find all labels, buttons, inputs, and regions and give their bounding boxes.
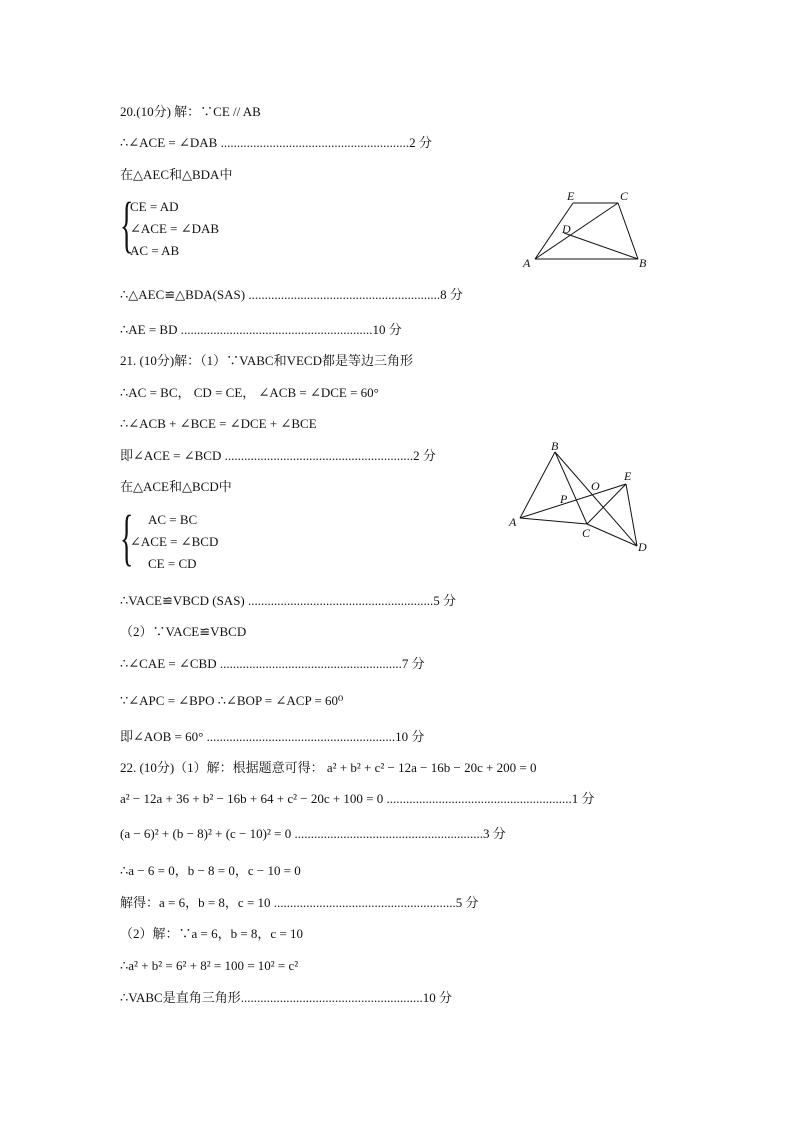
p21-line-6: ∴VACE≌VBCD (SAS) .........................................................5 分 [120, 593, 457, 608]
label-p: P [560, 492, 568, 506]
label-e: E [567, 189, 575, 203]
p22-line-3: (a − 6)² + (b − 8)² + (c − 10)² = 0 ..........................................................3 分 [120, 826, 506, 841]
p20-figure [510, 185, 660, 275]
label-b: B [639, 256, 647, 270]
p21-line-9: ∵∠APC = ∠BPO ∴∠BOP = ∠ACP = 60⁰ [120, 693, 344, 708]
segment-bc [555, 452, 587, 524]
p22-line-5: 解得：a = 6，b = 8，c = 10 ........................................................5 分 [120, 895, 479, 910]
p22-line-6: （2）解：∵a = 6，b = 8，c = 10 [120, 926, 304, 941]
p21-line-3: ∴∠ACB + ∠BCE = ∠DCE + ∠BCE [120, 416, 317, 431]
p21-figure [505, 438, 660, 556]
p21-line-2: ∴AC = BC， CD = CE， ∠ACB = ∠DCE = 60° [120, 385, 379, 400]
p21-line-1: 21. (10分)解：（1）∵VABC和VECD都是等边三角形 [120, 353, 413, 368]
label-a: A [523, 256, 531, 270]
system-row: ∠ACE = ∠DAB [130, 221, 220, 236]
p22-line-4: ∴a − 6 = 0，b − 8 = 0，c − 10 = 0 [120, 863, 301, 878]
p20-line-5: ∴AE = BD ...........................................................10 分 [120, 322, 402, 337]
p22-line-8: ∴VABC是直角三角形........................................................10 分 [120, 990, 452, 1005]
p22-line-2: a² − 12a + 36 + b² − 16b + 64 + c² − 20c + 100 = 0 .........................................................1 分 [120, 791, 595, 806]
p21-line-8: ∴∠CAE = ∠CBD ........................................................7 分 [120, 656, 425, 671]
label-c: C [582, 526, 591, 540]
p21-line-10: 即∠AOB = 60° ..........................................................10 分 [120, 729, 425, 744]
segment-ac [535, 203, 618, 259]
system-row: ∠ACE = ∠BCD [130, 534, 219, 549]
p20-line-1: 20.(10分) 解：∵CE // AB [120, 104, 261, 119]
system-row: AC = AB [130, 243, 180, 258]
label-b: B [551, 439, 559, 453]
p20-line-4: ∴△AEC≌△BDA(SAS) ...........................................................8 分 [120, 287, 463, 302]
label-d: D [638, 540, 647, 554]
brace: { [120, 504, 134, 572]
system-row: AC = BC [148, 512, 198, 527]
p20-line-2: ∴∠ACE = ∠DAB ..........................................................2 分 [120, 135, 432, 150]
p22-line-7: ∴a² + b² = 6² + 8² = 100 = 10² = c² [120, 958, 299, 973]
segment-cd [587, 524, 637, 546]
label-d: D [562, 222, 571, 236]
p21-line-5: 在△ACE和△BCD中 [120, 479, 232, 494]
label-c: C [620, 189, 629, 203]
label-o: O [591, 479, 600, 493]
p21-line-7: （2）∵VACE≌VBCD [120, 624, 247, 639]
p22-line-1: 22. (10分)（1）解：根据题意可得： a² + b² + c² − 12a − 16b − 20c + 200 = 0 [120, 760, 537, 775]
segment-cb [618, 203, 638, 259]
label-a: A [509, 515, 517, 529]
system-row: CE = AD [130, 199, 179, 214]
p20-line-3: 在△AEC和△BDA中 [120, 167, 233, 182]
system-row: CE = CD [148, 556, 197, 571]
brace: { [120, 191, 134, 259]
segment-db [564, 233, 638, 259]
p21-line-4: 即∠ACE = ∠BCD ..........................................................2 分 [120, 448, 436, 463]
label-e: E [624, 469, 632, 483]
segment-ac [520, 518, 587, 524]
segment-ed [626, 484, 637, 546]
